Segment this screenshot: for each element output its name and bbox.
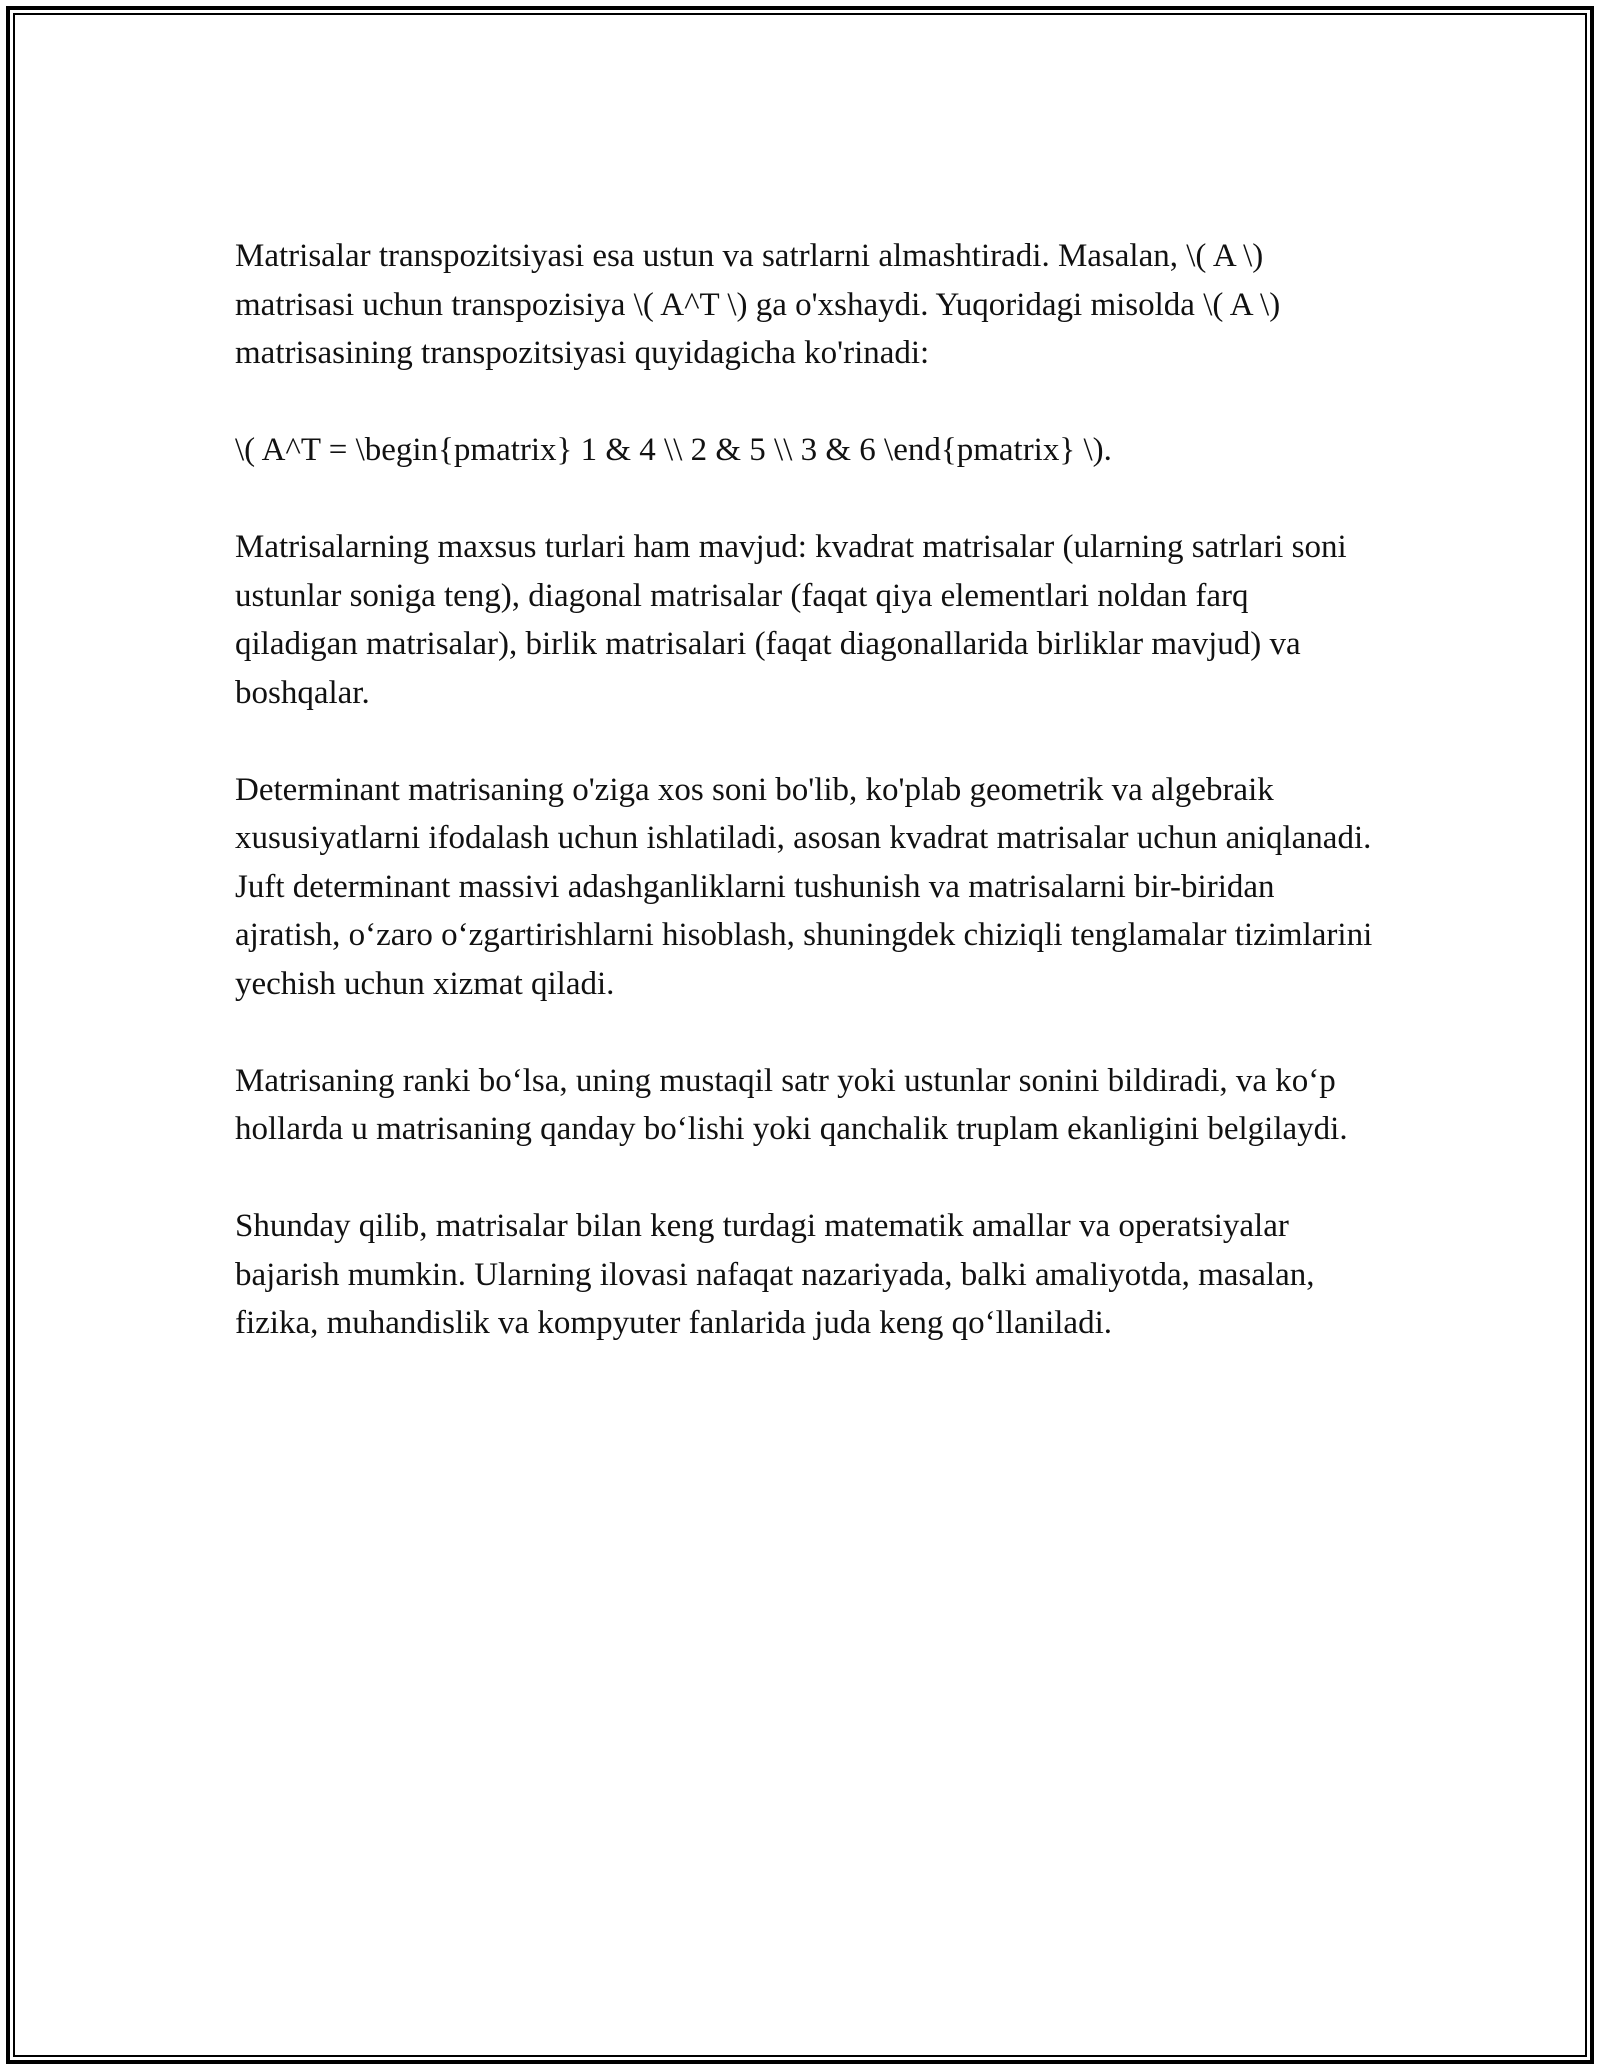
paragraph-special-matrices: Matrisalarning maxsus turlari ham mavjud: kvadrat matrisalar (ularning satrlari soni ustunlar soniga teng), diagonal matrisalar (faqat qiya elementlari noldan farq qiladigan matrisalar), birlik matrisalari (faqat diagonallarida birliklar mavjud) va boshqalar. [235,529,1347,711]
paragraph-transposition: Matrisalar transpozitsiyasi esa ustun va satrlarni almashtiradi. Masalan, \( A \) matrisasi uchun transpozisiya \( A^T \) ga o'xshaydi. Yuqoridagi misolda \( A \) matrisasining transpozitsiyasi quyidagicha ko'rinadi: [235,238,1281,371]
paragraph-conclusion: Shunday qilib, matrisalar bilan keng turdagi matematik amallar va operatsiyalar bajarish mumkin. Ularning ilovasi nafaqat nazariyada, balki amaliyotda, masalan, fizika, muhandislik va kompyuter fanlarida juda keng qo‘llaniladi. [235,1208,1315,1341]
paragraph-transpose-formula: \( A^T = \begin{pmatrix} 1 & 4 \\ 2 & 5 \\ 3 & 6 \end{pmatrix} \). [235,432,1112,468]
document-body [235,232,1375,1396]
paragraph-determinant: Determinant matrisaning o'ziga xos soni bo'lib, ko'plab geometrik va algebraik xususiyatlarni ifodalash uchun ishlatiladi, asosan kvadrat matrisalar uchun aniqlanadi. Juft determinant massivi adashganliklarni tushunish va matrisalarni bir-biridan ajratish, o‘zaro o‘zgartirishlarni hisoblash, shuningdek chiziqli tenglamalar tizimlarini yechish uchun xizmat qiladi. [235,771,1373,1002]
paragraph-rank: Matrisaning ranki bo‘lsa, uning mustaqil satr yoki ustunlar sonini bildiradi, va ko‘p hollarda u matrisaning qanday bo‘lishi yoki qanchalik truplam ekanligini belgilaydi. [235,1062,1348,1147]
